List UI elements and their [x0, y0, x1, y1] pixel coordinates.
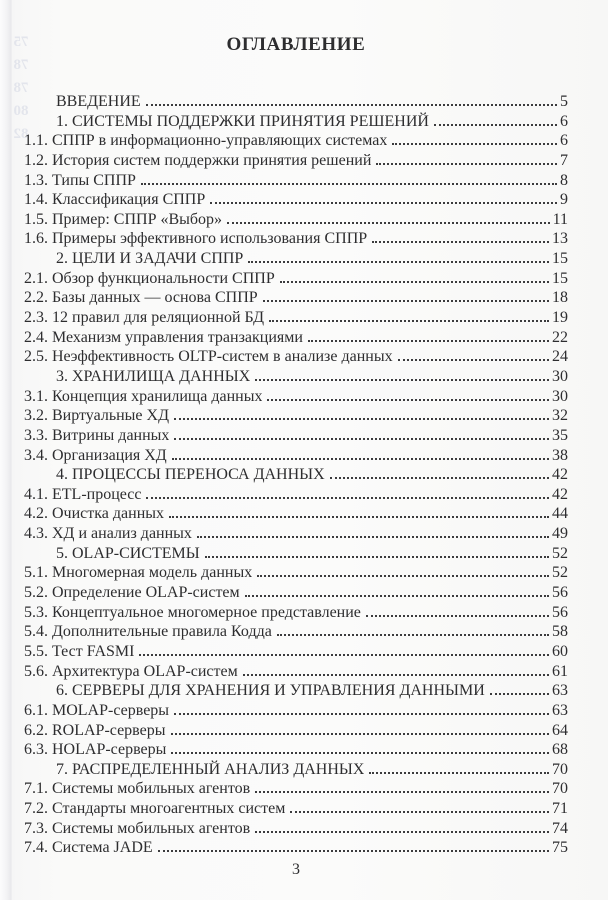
- toc-entry: [24, 465, 568, 485]
- dot-leader: [398, 359, 549, 361]
- dot-leader: [146, 497, 549, 499]
- toc-entry: [24, 721, 568, 741]
- entry-label: 1.3. Типы СППР: [24, 171, 136, 189]
- entry-label: 2. ЦЕЛИ И ЗАДАЧИ СППР: [56, 250, 244, 268]
- toc-entry: [24, 426, 568, 446]
- toc-entry: [24, 210, 568, 230]
- entry-page-number: 35: [552, 426, 568, 444]
- dot-leader: [139, 654, 549, 656]
- entry-page-number: 42: [552, 485, 568, 503]
- dot-leader: [171, 752, 549, 754]
- entry-page-number: 24: [552, 348, 568, 366]
- toc-entry: [24, 603, 568, 623]
- entry-page-number: 52: [552, 564, 568, 582]
- dot-leader: [197, 536, 549, 538]
- toc-entry: [24, 112, 568, 132]
- entry-label: 3.3. Витрины данных: [24, 426, 170, 444]
- dot-leader: [245, 595, 549, 597]
- entry-page-number: 70: [552, 780, 568, 798]
- dot-leader: [269, 320, 549, 322]
- entry-label: 1.2. История систем поддержки принятия решений: [24, 151, 372, 169]
- toc-entry: [24, 740, 568, 760]
- entry-page-number: 64: [552, 721, 568, 739]
- bleed-through-number: 82: [13, 126, 29, 142]
- entry-page-number: 52: [552, 544, 568, 562]
- toc-entry: [24, 387, 568, 407]
- bleed-through-number: 78: [13, 80, 29, 96]
- entry-label: 5.6. Архитектура OLAP-систем: [24, 662, 238, 680]
- toc-entry: [24, 504, 568, 524]
- dot-leader: [205, 556, 549, 558]
- entry-label: 5.4. Дополнительные правила Кодда: [24, 623, 272, 641]
- entry-page-number: 58: [552, 623, 568, 641]
- entry-label: 6.1. MOLAP-серверы: [24, 701, 170, 719]
- entry-page-number: 32: [552, 407, 568, 425]
- entry-page-number: 15: [552, 250, 568, 268]
- entry-label: 3.4. Организация ХД: [24, 446, 167, 464]
- toc-entry: [24, 151, 568, 171]
- entry-label: 2.4. Механизм управления транзакциями: [24, 328, 303, 346]
- dot-leader: [174, 713, 549, 715]
- toc-list: [24, 92, 568, 858]
- entry-label: 5.1. Многомерная модель данных: [24, 564, 253, 582]
- dot-leader: [174, 418, 549, 420]
- entry-label: 2.2. Базы данных — основа СППР: [24, 289, 258, 307]
- entry-label: 4.1. ETL-процесс: [24, 485, 142, 503]
- entry-label: 7. РАСПРЕДЕЛЕННЫЙ АНАЛИЗ ДАННЫХ: [56, 760, 365, 778]
- entry-label: 4.3. ХД и анализ данных: [24, 525, 192, 543]
- toc-entry: [24, 347, 568, 367]
- entry-label: 6.3. HOLAP-серверы: [24, 741, 167, 759]
- toc-entry: [24, 681, 568, 701]
- entry-label: 5.2. Определение OLAP-систем: [24, 584, 240, 602]
- entry-label: 1. СИСТЕМЫ ПОДДЕРЖКИ ПРИНЯТИЯ РЕШЕНИЙ: [56, 112, 429, 130]
- toc-entry: [24, 190, 568, 210]
- entry-page-number: 61: [552, 662, 568, 680]
- entry-label: 7.1. Системы мобильных агентов: [24, 780, 251, 798]
- toc-entry: [24, 92, 568, 112]
- toc-entry: [24, 485, 568, 505]
- entry-page-number: 70: [552, 760, 568, 778]
- toc-entry: [24, 524, 568, 544]
- dot-leader: [255, 379, 549, 381]
- dot-leader: [146, 104, 557, 106]
- entry-label: 7.2. Стандарты многоагентных систем: [24, 800, 286, 818]
- entry-page-number: 7: [560, 151, 568, 169]
- entry-label: 7.3. Системы мобильных агентов: [24, 819, 251, 837]
- dot-leader: [255, 791, 549, 793]
- dot-leader: [330, 477, 549, 479]
- entry-label: 5.3. Концептуальное многомерное представление: [24, 603, 361, 621]
- dot-leader: [490, 693, 549, 695]
- toc-entry: [24, 288, 568, 308]
- dot-leader: [257, 575, 549, 577]
- dot-leader: [169, 516, 549, 518]
- entry-label: 4. ПРОЦЕССЫ ПЕРЕНОСА ДАННЫХ: [56, 466, 325, 484]
- entry-label: 1.1. СППР в информационно-управляющих системах: [24, 132, 388, 150]
- dot-leader: [280, 281, 549, 283]
- dot-leader: [366, 615, 549, 617]
- toc-entry: [24, 622, 568, 642]
- entry-page-number: 22: [552, 328, 568, 346]
- bleed-through-number: 78: [13, 57, 29, 73]
- page-footer-number: 3: [292, 861, 300, 878]
- toc-entry: [24, 367, 568, 387]
- dot-leader: [172, 458, 549, 460]
- entry-page-number: 19: [552, 309, 568, 327]
- toc-entry: [24, 642, 568, 662]
- entry-page-number: 68: [552, 741, 568, 759]
- entry-label: ВВЕДЕНИЕ: [56, 93, 141, 110]
- toc-entry: [24, 406, 568, 426]
- toc-entry: [24, 701, 568, 721]
- entry-label: 4.2. Очистка данных: [24, 505, 165, 523]
- toc-entry: [24, 779, 568, 799]
- entry-page-number: 6: [560, 112, 568, 130]
- entry-label: 1.6. Примеры эффективного использования СППР: [24, 230, 368, 248]
- entry-page-number: 6: [560, 132, 568, 150]
- dot-leader: [141, 183, 557, 185]
- bleed-through-number: 75: [13, 34, 29, 50]
- dot-leader: [277, 634, 549, 636]
- dot-leader: [267, 399, 549, 401]
- entry-page-number: 56: [552, 603, 568, 621]
- dot-leader: [392, 143, 557, 145]
- entry-label: 1.4. Классификация СППР: [24, 191, 206, 209]
- page-edge-shadow: [0, 0, 12, 900]
- toc-entry: [24, 446, 568, 466]
- entry-label: 2.1. Обзор функциональности СППР: [24, 269, 275, 287]
- entry-page-number: 11: [552, 210, 568, 228]
- dot-leader: [210, 202, 557, 204]
- entry-page-number: 44: [552, 505, 568, 523]
- entry-label: 3.2. Виртуальные ХД: [24, 407, 169, 425]
- entry-page-number: 9: [560, 191, 568, 209]
- entry-page-number: 60: [552, 642, 568, 660]
- toc-entry: [24, 328, 568, 348]
- entry-label: 2.5. Неэффективность OLTP-систем в анализе данных: [24, 348, 393, 366]
- toc-entry: [24, 229, 568, 249]
- entry-page-number: 56: [552, 584, 568, 602]
- dot-leader: [255, 831, 549, 833]
- bleed-through-number: 80: [13, 103, 29, 119]
- entry-label: 3.1. Концепция хранилища данных: [24, 387, 263, 405]
- dot-leader: [171, 733, 550, 735]
- entry-page-number: 42: [552, 466, 568, 484]
- dot-leader: [263, 300, 549, 302]
- toc-entry: [24, 544, 568, 564]
- dot-leader: [243, 674, 549, 676]
- entry-page-number: 13: [552, 230, 568, 248]
- toc-entry: [24, 838, 568, 858]
- dot-leader: [308, 340, 549, 342]
- dot-leader: [376, 163, 557, 165]
- dot-leader: [369, 772, 549, 774]
- entry-page-number: 15: [552, 269, 568, 287]
- dot-leader: [158, 850, 549, 852]
- entry-page-number: 18: [552, 289, 568, 307]
- dot-leader: [248, 261, 549, 263]
- page-content: [24, 0, 568, 858]
- entry-label: 2.3. 12 правил для реляционной БД: [24, 309, 264, 327]
- dot-leader: [227, 222, 550, 224]
- entry-page-number: 75: [552, 839, 568, 857]
- entry-label: 7.4. Система JADE: [24, 839, 153, 857]
- entry-page-number: 38: [552, 446, 568, 464]
- entry-page-number: 63: [552, 682, 568, 700]
- entry-label: 6. СЕРВЕРЫ ДЛЯ ХРАНЕНИЯ И УПРАВЛЕНИЯ ДАННЫМИ: [56, 682, 485, 700]
- page-title: ОГЛАВЛЕНИЕ: [226, 34, 366, 55]
- dot-leader: [434, 124, 557, 126]
- toc-entry: [24, 760, 568, 780]
- toc-entry: [24, 249, 568, 269]
- entry-label: 6.2. ROLAP-серверы: [24, 721, 166, 739]
- entry-page-number: 71: [552, 800, 568, 818]
- toc-entry: [24, 819, 568, 839]
- entry-label: 3. ХРАНИЛИЩА ДАННЫХ: [56, 367, 251, 385]
- toc-entry: [24, 799, 568, 819]
- toc-entry: [24, 269, 568, 289]
- dot-leader: [372, 241, 549, 243]
- entry-page-number: 5: [560, 93, 568, 110]
- entry-label: 5. OLAP-СИСТЕМЫ: [56, 544, 200, 562]
- entry-page-number: 49: [552, 525, 568, 543]
- dot-leader: [174, 438, 549, 440]
- entry-page-number: 30: [552, 367, 568, 385]
- toc-entry: [24, 131, 568, 151]
- entry-page-number: 74: [552, 819, 568, 837]
- toc-entry: [24, 171, 568, 191]
- entry-page-number: 63: [552, 701, 568, 719]
- entry-label: 5.5. Тест FASMI: [24, 642, 135, 660]
- entry-label: 1.5. Пример: СППР «Выбор»: [24, 210, 223, 228]
- toc-entry: [24, 662, 568, 682]
- toc-entry: [24, 583, 568, 603]
- toc-entry: [24, 308, 568, 328]
- entry-page-number: 8: [560, 171, 568, 189]
- toc-entry: [24, 563, 568, 583]
- entry-page-number: 30: [552, 387, 568, 405]
- dot-leader: [290, 811, 549, 813]
